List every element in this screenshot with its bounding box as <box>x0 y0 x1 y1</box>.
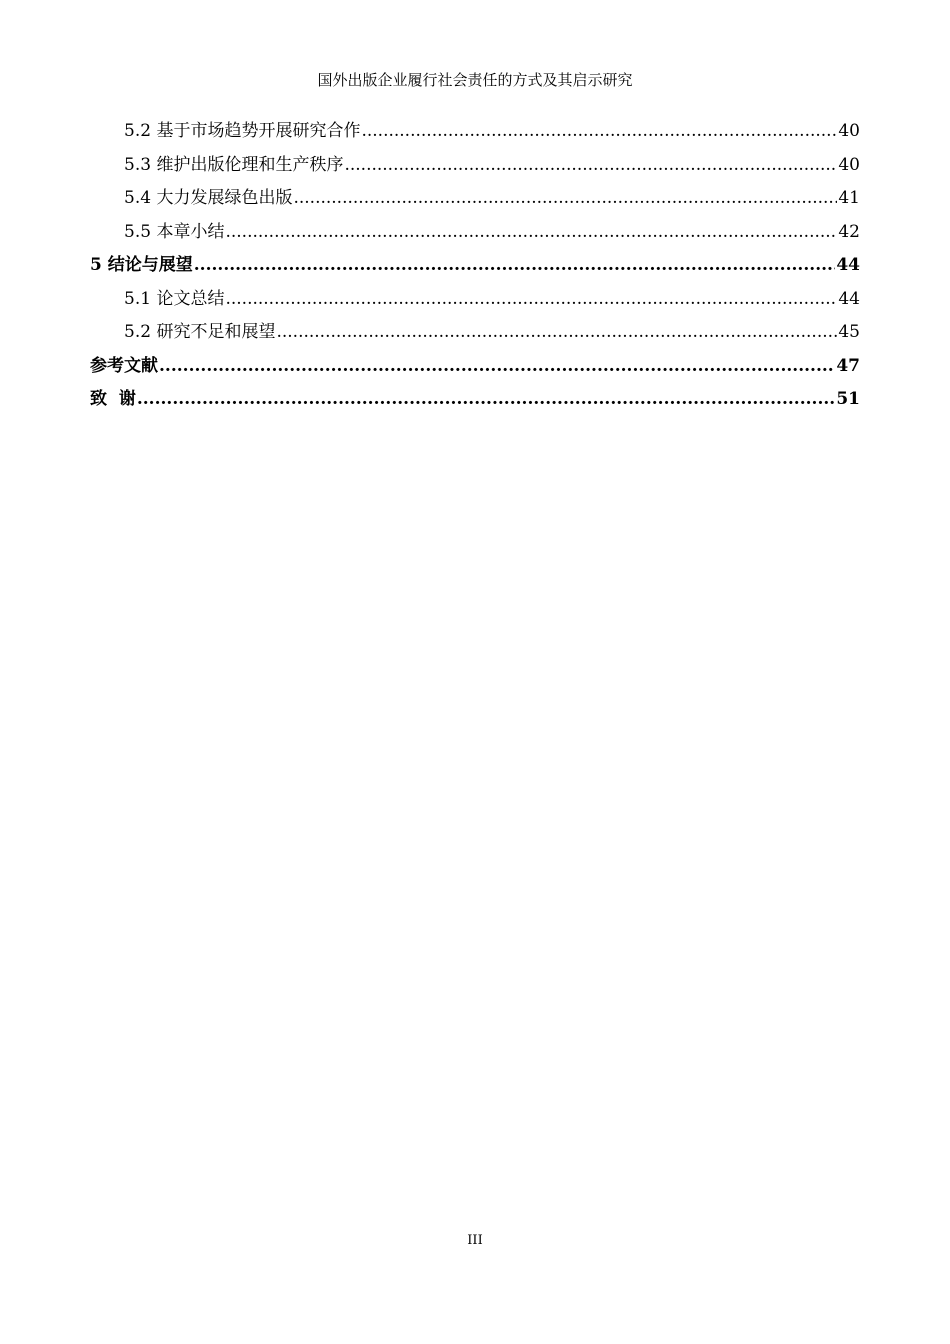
toc-entry-page: 47 <box>836 355 860 376</box>
toc-entry-page: 44 <box>838 288 860 309</box>
toc-entry-page: 44 <box>836 255 860 275</box>
toc-dot-leader <box>194 253 836 277</box>
toc-entry[interactable] <box>90 186 860 220</box>
toc-entry-title: 5.5 本章小结 <box>124 221 225 242</box>
toc-dot-leader <box>159 354 835 378</box>
toc-dot-leader <box>293 186 837 210</box>
toc-entry-title: 5 结论与展望 <box>90 255 193 275</box>
toc-entry[interactable] <box>90 153 860 187</box>
table-of-contents <box>90 119 860 421</box>
toc-entry-title: 5.1 论文总结 <box>124 288 225 309</box>
toc-entry[interactable] <box>90 220 860 254</box>
toc-chapter-entry[interactable] <box>90 354 860 388</box>
toc-entry-page: 41 <box>838 188 860 208</box>
toc-entry-page: 51 <box>836 389 860 409</box>
toc-dot-leader <box>225 287 837 311</box>
toc-dot-leader <box>344 153 837 177</box>
toc-entry[interactable] <box>90 287 860 321</box>
toc-entry-title: 5.4 大力发展绿色出版 <box>124 188 293 208</box>
toc-entry-title: 5.2 研究不足和展望 <box>124 322 276 342</box>
page-number: III <box>467 1233 483 1248</box>
running-header: 国外出版企业履行社会责任的方式及其启示研究 <box>317 71 633 89</box>
toc-entry-page: 45 <box>838 322 860 342</box>
toc-dot-leader <box>361 119 837 143</box>
toc-entry-title: 参考文献 <box>90 355 158 376</box>
toc-entry-page: 40 <box>838 121 860 141</box>
toc-entry-title: 致 谢 <box>90 389 136 409</box>
toc-dot-leader <box>225 220 837 244</box>
toc-entry-title: 5.2 基于市场趋势开展研究合作 <box>124 121 361 141</box>
toc-chapter-entry[interactable] <box>90 387 860 421</box>
toc-entry-page: 40 <box>838 154 860 175</box>
toc-entry[interactable] <box>90 119 860 153</box>
toc-chapter-entry[interactable] <box>90 253 860 287</box>
toc-entry-title: 5.3 维护出版伦理和生产秩序 <box>124 154 344 175</box>
toc-entry-page: 42 <box>838 221 860 242</box>
toc-dot-leader <box>276 320 837 344</box>
toc-dot-leader <box>137 387 835 411</box>
toc-entry[interactable] <box>90 320 860 354</box>
